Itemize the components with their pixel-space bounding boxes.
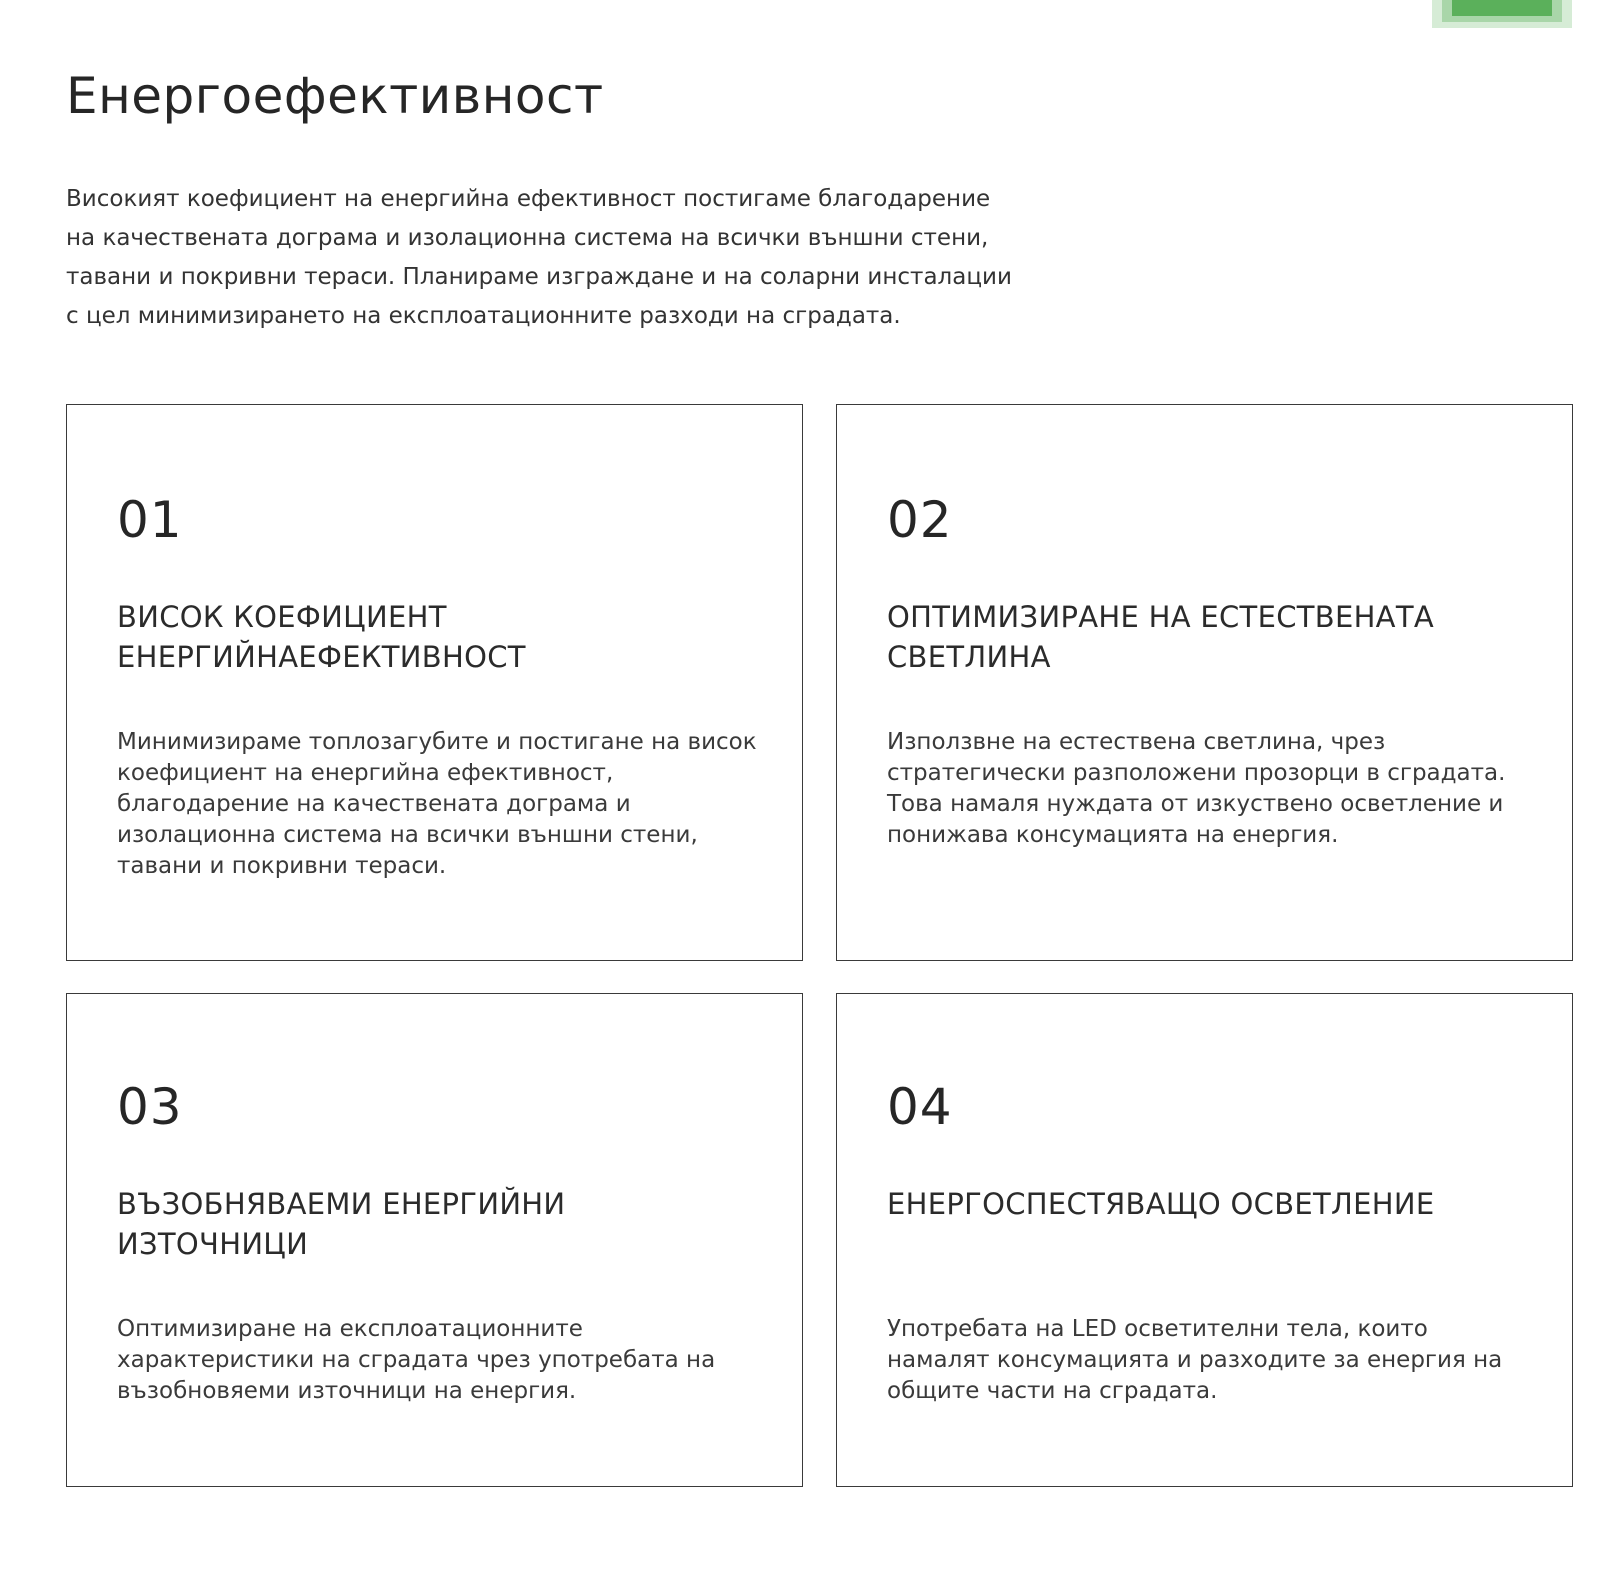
feature-card-2 [836, 404, 1573, 961]
feature-card-1 [66, 404, 803, 961]
corner-green-button-inner [1442, 0, 1562, 22]
feature-number: 01 [117, 491, 183, 549]
feature-heading: ОПТИМИЗИРАНЕ НА ЕСТЕСТВЕНАТА СВЕТЛИНА [887, 600, 1434, 674]
corner-green-button-core [1452, 0, 1552, 16]
feature-card-3 [66, 993, 803, 1487]
feature-number: 04 [887, 1078, 953, 1136]
feature-description: Употребата на LED осветителни тела, които намалят консумацията и разходите за енергия на общите части на сградата. [887, 1316, 1503, 1404]
corner-green-button[interactable] [1432, 0, 1572, 28]
feature-heading: ЕНЕРГОСПЕСТЯВАЩО ОСВЕТЛЕНИЕ [887, 1187, 1435, 1221]
feature-card-4 [836, 993, 1573, 1487]
feature-number: 03 [117, 1078, 183, 1136]
feature-description: Използвне на естествена светлина, чрез стратегически разположени прозорци в сградата. Това намаля нуждата от изкуствено осветление и понижава консумацията на енергия. [887, 729, 1506, 848]
feature-heading: ВЪЗОБНЯВАЕМИ ЕНЕРГИЙНИ ИЗТОЧНИЦИ [117, 1187, 566, 1261]
page-title: Енергоефективност [66, 67, 604, 125]
intro-paragraph: Високият коефициент на енергийна ефективност постигаме благодарение на качествената дограма и изолационна система на всички външни стени, тавани и покривни тераси. Планираме изграждане и на соларни инсталации с цел минимизирането на експлоатационните разходи на сградата. [66, 186, 1012, 329]
feature-description: Минимизираме топлозагубите и постигане на висок коефициент на енергийна ефективност, благодарение на качествената дограма и изолационна система на всички външни стени, тавани и покривни тераси. [117, 729, 757, 879]
feature-number: 02 [887, 491, 953, 549]
feature-description: Оптимизиране на експлоатационните характеристики на сградата чрез употребата на възобновяеми източници на енергия. [117, 1316, 716, 1404]
feature-heading: ВИСОК КОЕФИЦИЕНТ ЕНЕРГИЙНАЕФЕКТИВНОСТ [117, 600, 526, 674]
